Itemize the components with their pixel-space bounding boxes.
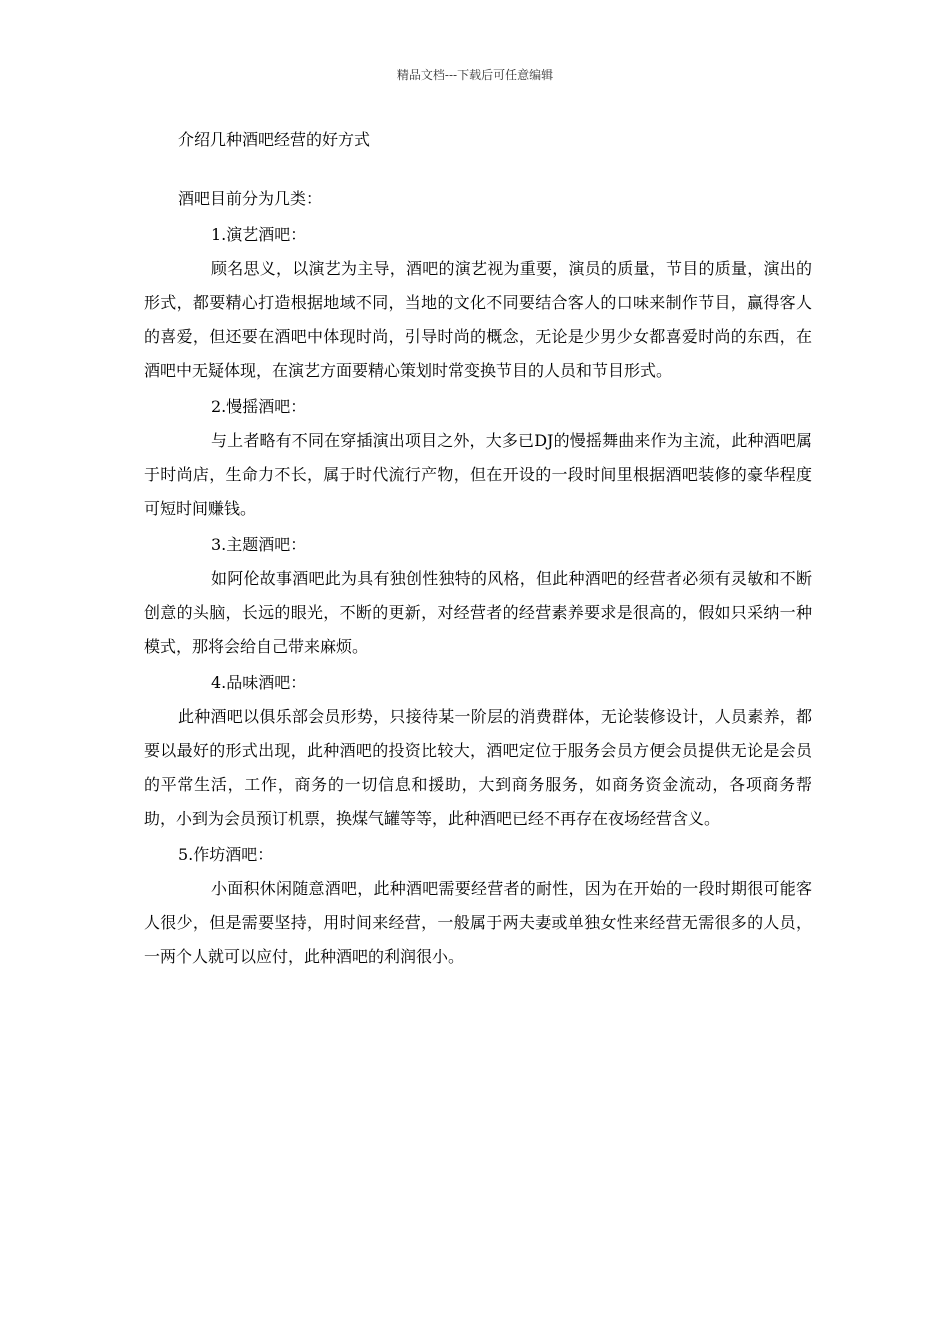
document-title: 介绍几种酒吧经营的好方式 bbox=[178, 130, 371, 149]
section-heading: 5.作坊酒吧： bbox=[178, 845, 274, 864]
section-paragraph: 如阿伦故事酒吧此为具有独创性独特的风格，但此种酒吧的经营者必须有灵敏和不断创意的头脑，长远的眼光，不断的更新，对经营者的经营素养要求是很高的，假如只采纳一种模式，那将会给自己带来麻烦。 bbox=[144, 569, 812, 656]
section-paragraph: 小面积休闲随意酒吧，此种酒吧需要经营者的耐性，因为在开始的一段时期很可能客人很少，但是需要坚持，用时间来经营，一般属于两夫妻或单独女性来经营无需很多的人员，一两个人就可以应付，此种酒吧的利润很小。 bbox=[144, 879, 812, 966]
section-heading: 3.主题酒吧： bbox=[211, 535, 307, 554]
section-paragraph: 与上者略有不同在穿插演出项目之外，大多已DJ的慢摇舞曲来作为主流，此种酒吧属于时尚店，生命力不长，属于时代流行产物，但在开设的一段时间里根据酒吧装修的豪华程度可短时间赚钱。 bbox=[144, 431, 812, 518]
document-body bbox=[144, 182, 812, 976]
section-heading: 1.演艺酒吧： bbox=[211, 225, 307, 244]
section-paragraph: 顾名思义，以演艺为主导，酒吧的演艺视为重要，演员的质量，节目的质量，演出的形式，都要精心打造根据地域不同，当地的文化不同要结合客人的口味来制作节目，赢得客人的喜爱，但还要在酒吧中体现时尚，引导时尚的概念，无论是少男少女都喜爱时尚的东西，在酒吧中无疑体现，在演艺方面要精心策划时常变换节目的人员和节目形式。 bbox=[144, 259, 812, 380]
section-heading: 2.慢摇酒吧： bbox=[211, 397, 307, 416]
intro-text: 酒吧目前分为几类： bbox=[178, 189, 323, 208]
section-paragraph: 此种酒吧以俱乐部会员形势，只接待某一阶层的消费群体，无论装修设计，人员素养，都要以最好的形式出现，此种酒吧的投资比较大，酒吧定位于服务会员方便会员提供无论是会员的平常生活，工作，商务的一切信息和援助，大到商务服务，如商务资金流动，各项商务帮助，小到为会员预订机票，换煤气罐等等，此种酒吧已经不再存在夜场经营含义。 bbox=[144, 707, 812, 828]
page-header: 精品文档---下载后可任意编辑 bbox=[396, 68, 554, 82]
section-heading: 4.品味酒吧： bbox=[211, 673, 307, 692]
